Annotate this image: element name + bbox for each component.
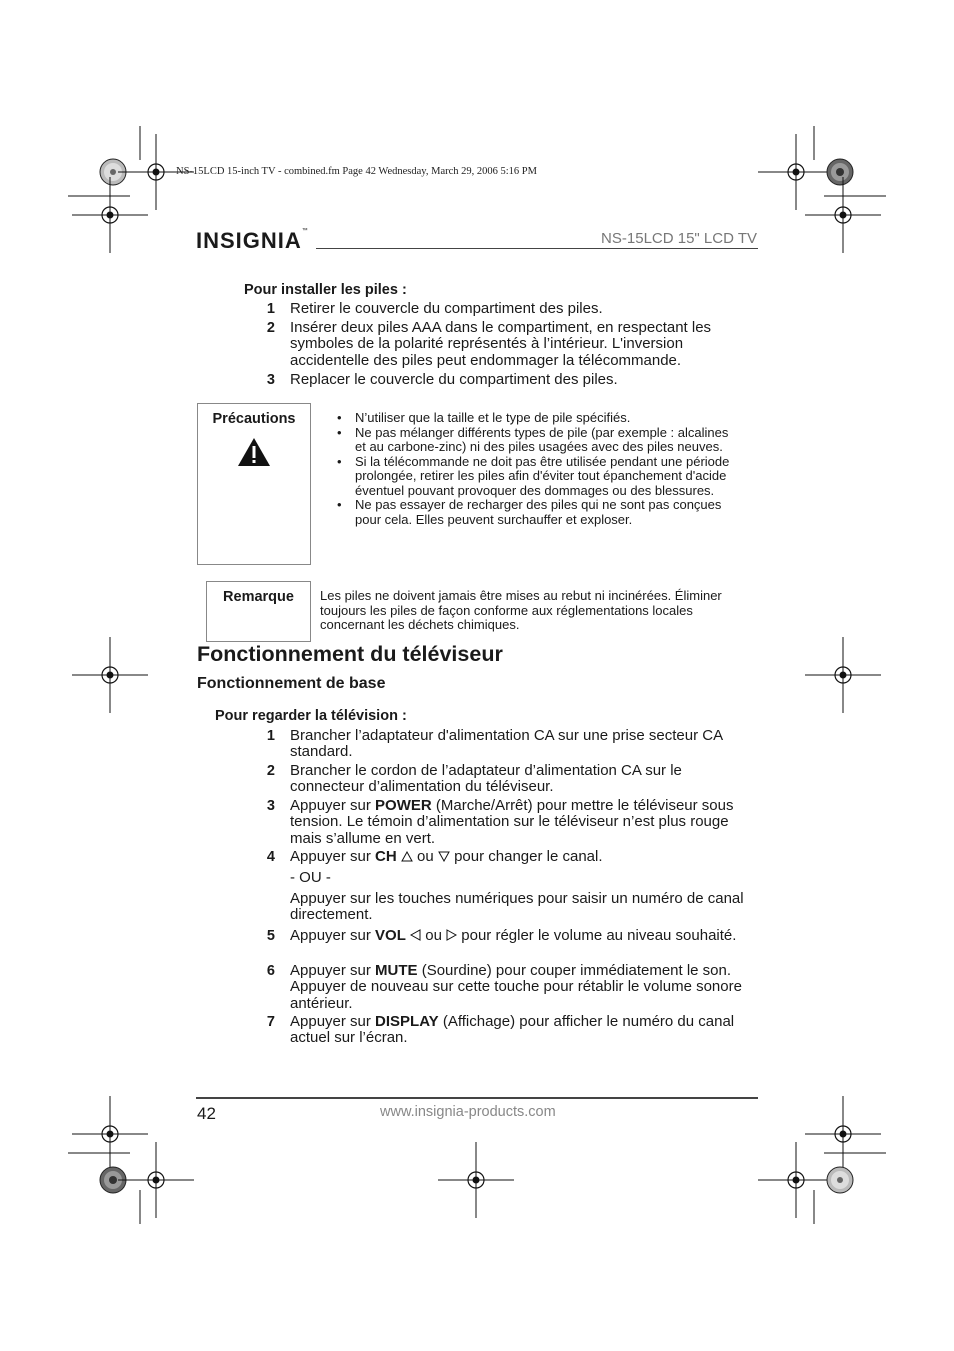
text-segment: Appuyer sur bbox=[290, 962, 376, 979]
text-segment: pour régler le volume au niveau souhaité. bbox=[457, 927, 737, 944]
logo-trademark: ™ bbox=[301, 228, 309, 234]
watch-step-5-num: 5 bbox=[266, 928, 275, 944]
watch-step-4-or: - OU - bbox=[290, 869, 331, 886]
note-text: Les piles ne doivent jamais être mises au rebut ni incinérées. Éliminer toujours les piles de façon conforme aux réglementations locales concernant les déchets chimiques. bbox=[320, 588, 722, 632]
mute-key-label: MUTE bbox=[375, 962, 418, 979]
text-segment: (Marche/Arrêt) pour mettre le téléviseur sous tension. Le témoin d’alimentation sur le téléviseur n’est plus rouge mais s’allume en vert. bbox=[290, 797, 734, 847]
up-triangle-icon bbox=[401, 851, 413, 862]
page-number: 42 bbox=[197, 1104, 216, 1123]
left-triangle-icon bbox=[410, 929, 421, 941]
text-segment: ou bbox=[412, 848, 438, 865]
batteries-step-2-text: Insérer deux piles AAA dans le compartiment, en respectant les symboles de la polarité représentés à l’intérieur. L'inversion accidentelle des piles peut endommager la télécommande. bbox=[290, 319, 712, 369]
batteries-step-3-num: 3 bbox=[266, 372, 275, 388]
note-box bbox=[206, 581, 311, 642]
print-info: NS-15LCD 15-inch TV - combined.fm Page 42 Wednesday, March 29, 2006 5:16 PM bbox=[176, 166, 537, 177]
logo-text: INSIGNIA bbox=[196, 228, 302, 253]
footer-url: www.insignia-products.com bbox=[380, 1104, 556, 1120]
ch-key-label: CH bbox=[375, 848, 397, 865]
watch-step-4-num: 4 bbox=[266, 849, 275, 865]
watch-step-3-text bbox=[290, 798, 760, 847]
watch-step-2-num: 2 bbox=[266, 763, 275, 779]
caution-item: • N’utiliser que la taille et le type de pile spécifiés. bbox=[337, 411, 737, 426]
display-key-label: DISPLAY bbox=[375, 1013, 439, 1030]
vol-key-label: VOL bbox=[375, 927, 406, 944]
batteries-step-2-num: 2 bbox=[266, 320, 275, 336]
text-segment: Appuyer sur bbox=[290, 797, 376, 814]
right-triangle-icon bbox=[446, 929, 457, 941]
watch-step-1-num: 1 bbox=[266, 728, 275, 744]
cautions-box bbox=[197, 403, 311, 565]
batteries-step-3-text: Replacer le couvercle du compartiment des piles. bbox=[290, 371, 618, 388]
text-segment: Appuyer sur bbox=[290, 1013, 376, 1030]
batteries-step-1-text: Retirer le couvercle du compartiment des piles. bbox=[290, 300, 603, 317]
note-label: Remarque bbox=[223, 589, 294, 605]
text-segment: (Sourdine) pour couper immédiatement le son. Appuyer de nouveau sur cette touche pour rétablir le volume sonore antérieur. bbox=[290, 962, 742, 1012]
watch-tv-heading: Pour regarder la télévision : bbox=[215, 708, 407, 724]
watch-step-7-num: 7 bbox=[266, 1014, 275, 1030]
cautions-label: Précautions bbox=[212, 411, 296, 427]
header-title: NS-15LCD 15" LCD TV bbox=[601, 230, 757, 247]
watch-step-7-text bbox=[290, 1014, 760, 1047]
batteries-step-1-num: 1 bbox=[266, 301, 275, 317]
section-title: Fonctionnement du téléviseur bbox=[197, 642, 503, 666]
insignia-logo bbox=[196, 228, 309, 254]
caution-item: • Ne pas essayer de recharger des piles qui ne sont pas conçues pour cela. Elles peuvent surchauffer et exploser. bbox=[337, 498, 737, 527]
watch-step-6-text bbox=[290, 963, 760, 1012]
watch-step-2-text: Brancher le cordon de l’adaptateur d’alimentation CA sur le connecteur d’alimentation du téléviseur. bbox=[290, 762, 682, 796]
cautions-list bbox=[337, 411, 737, 527]
footer-rule bbox=[196, 1097, 758, 1099]
text-segment: ou bbox=[421, 927, 447, 944]
power-key-label: POWER bbox=[375, 797, 432, 814]
section-subtitle: Fonctionnement de base bbox=[197, 675, 386, 692]
watch-step-1-text: Brancher l’adaptateur d'alimentation CA sur une prise secteur CA standard. bbox=[290, 727, 723, 761]
watch-step-4-alt: Appuyer sur les touches numériques pour saisir un numéro de canal directement. bbox=[290, 890, 744, 924]
down-triangle-icon bbox=[438, 851, 450, 862]
text-segment: Appuyer sur bbox=[290, 927, 376, 944]
text-segment: Appuyer sur bbox=[290, 848, 376, 865]
watch-step-6-num: 6 bbox=[266, 963, 275, 979]
header-rule bbox=[316, 248, 758, 249]
text-segment: pour changer le canal. bbox=[449, 848, 603, 865]
text-segment: (Affichage) pour afficher le numéro du canal actuel sur l’écran. bbox=[290, 1013, 735, 1047]
batteries-heading: Pour installer les piles : bbox=[244, 282, 407, 298]
watch-step-4-text bbox=[290, 849, 760, 865]
caution-item: • Ne pas mélanger différents types de pile (par exemple : alcalines et au carbone-zinc) ni des piles usagées avec des piles neuves. bbox=[337, 426, 737, 455]
watch-step-5-text bbox=[290, 928, 760, 944]
watch-step-3-num: 3 bbox=[266, 798, 275, 814]
caution-item: • Si la télécommande ne doit pas être utilisée pendant une période prolongée, retirer les piles afin d'éviter tout épanchement d'acide éventuel pouvant provoquer des dommages ou des blessures. bbox=[337, 455, 737, 499]
warning-triangle-icon bbox=[237, 437, 271, 467]
